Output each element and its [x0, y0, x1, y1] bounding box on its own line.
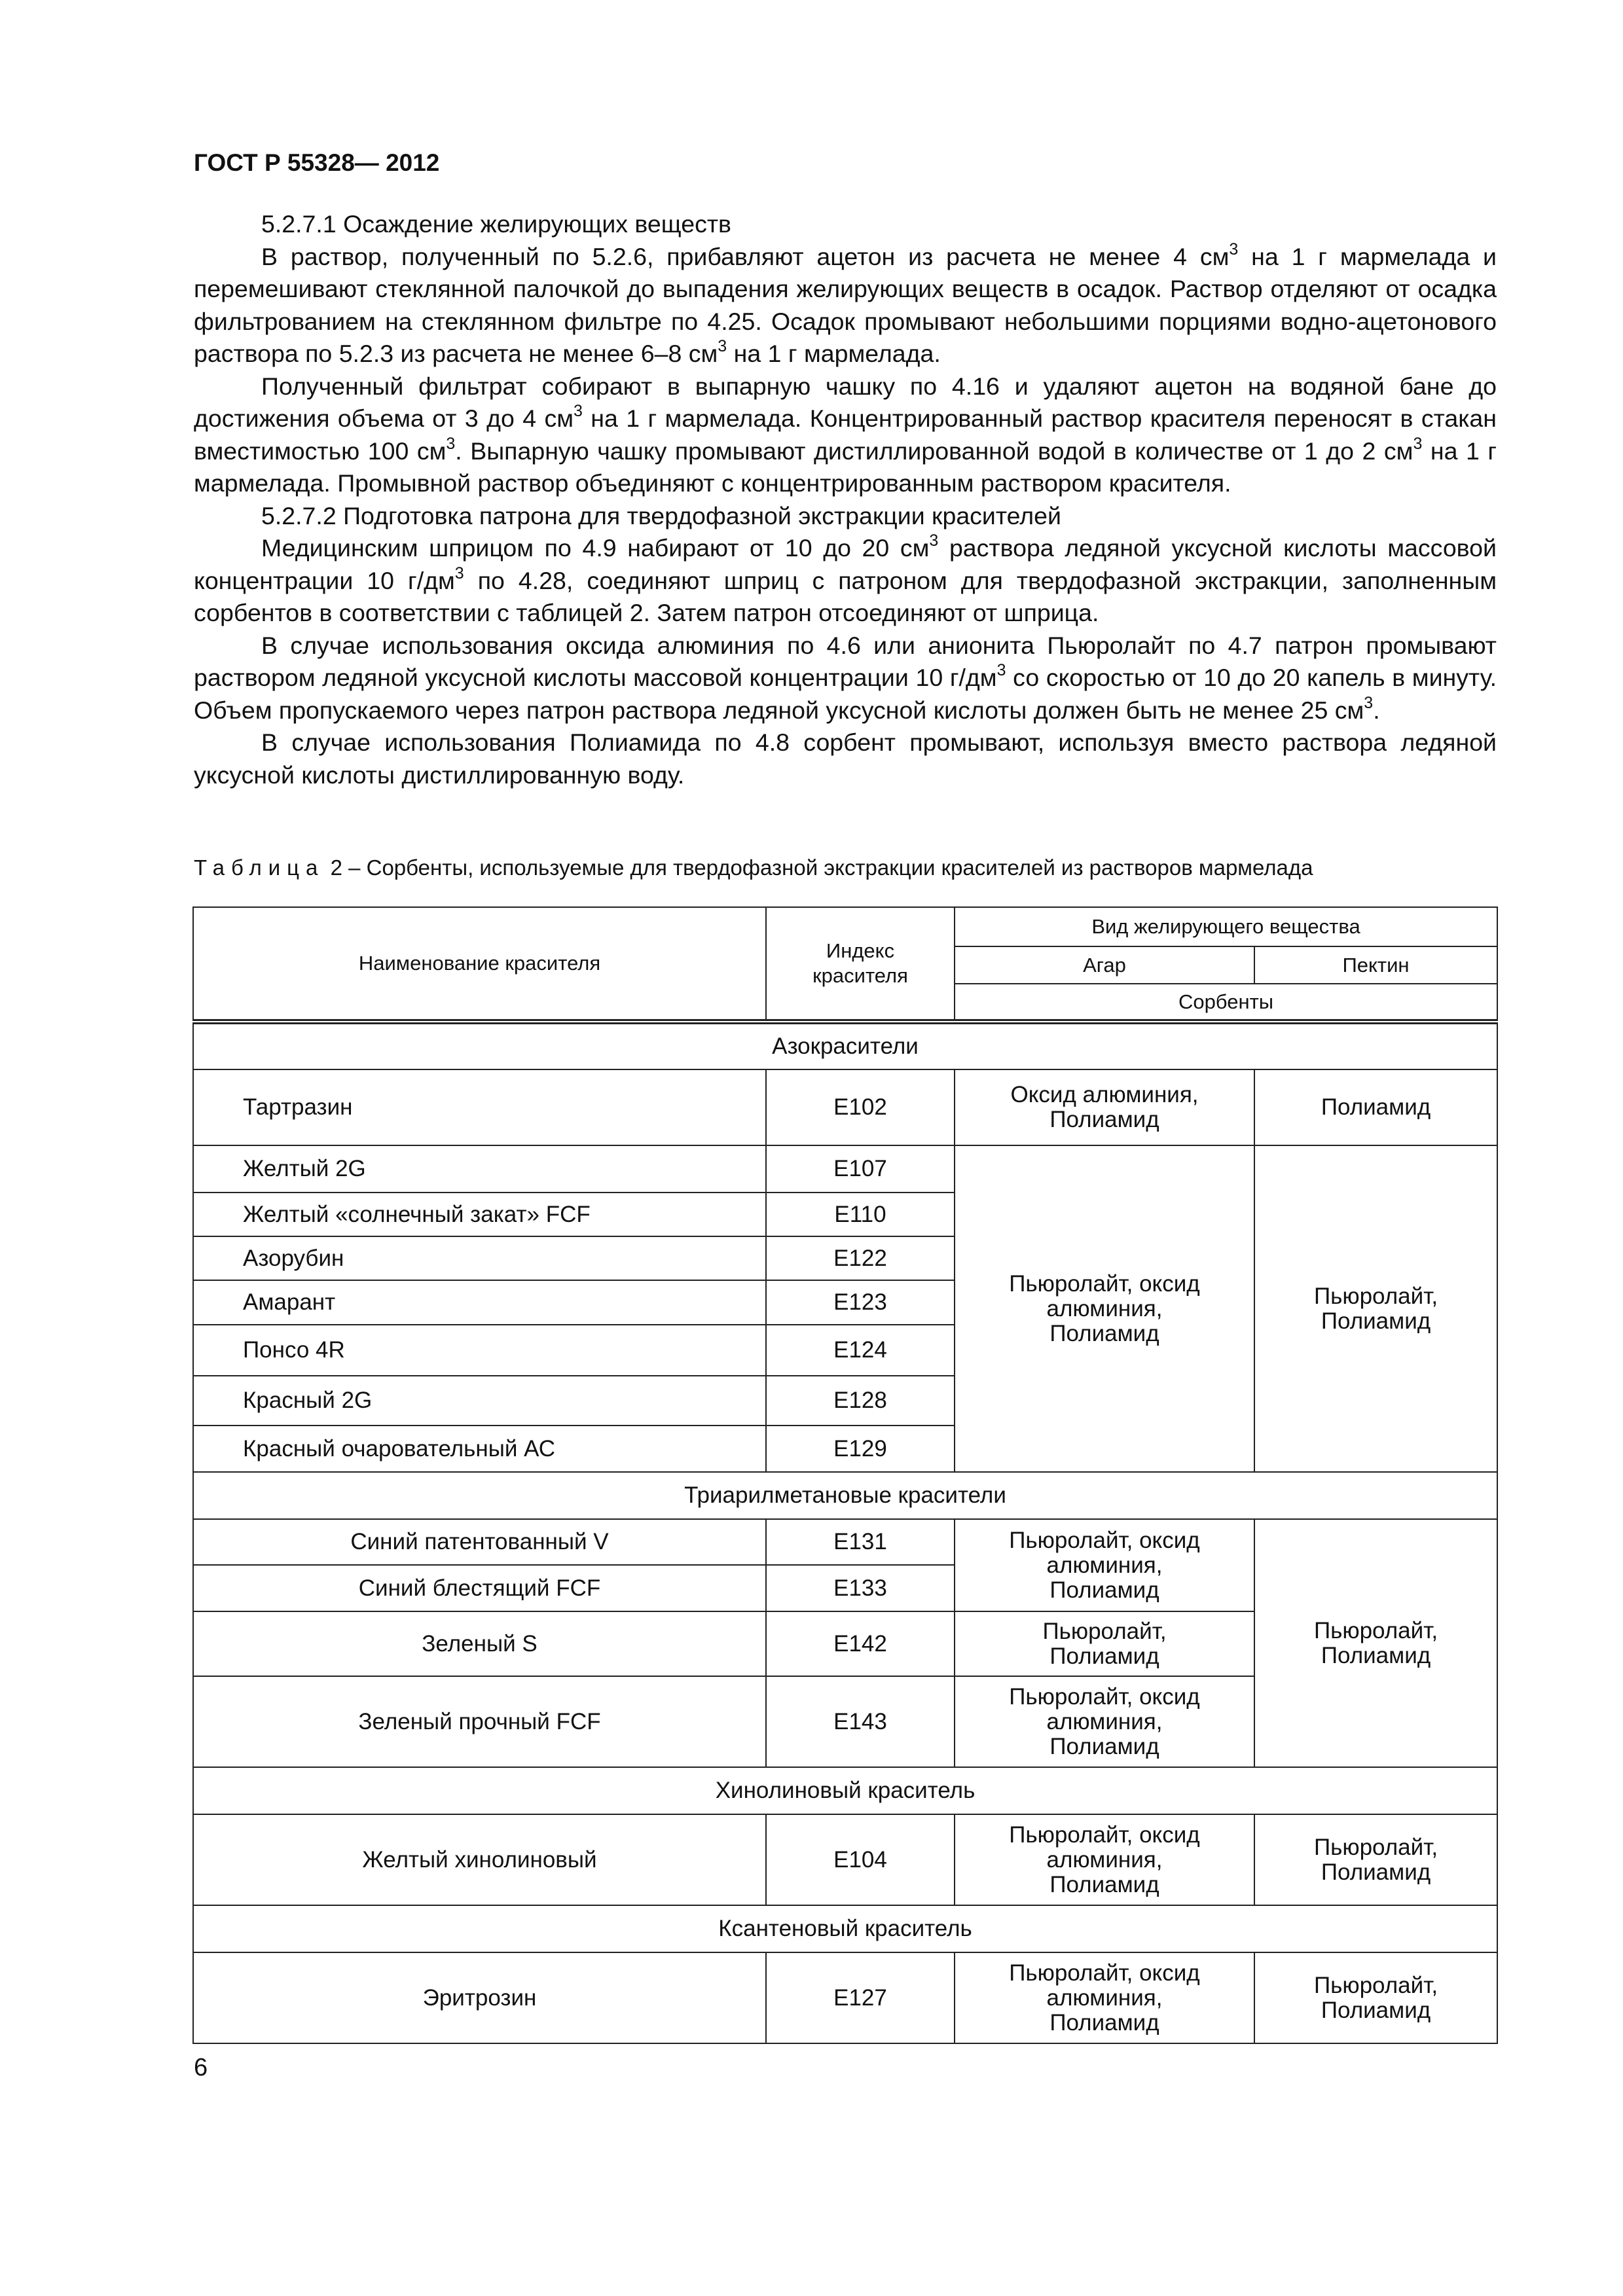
- table-row: [193, 1519, 1497, 1565]
- dye-name-cell: Красный 2G: [193, 1376, 766, 1426]
- text-run: на 1 г мармелада и перемешивают стеклянной палочкой до выпадения желирующих веществ в осадок. Раствор отделяют от осадка фильтрованием на стеклянном фильтре по 4.25. Осадок промывают небольшими порциями водно-ацетонового раствора по 5.2.3 из расчета не менее 6–8 см: [194, 242, 1497, 367]
- pectin-sorbent-cell: Пьюролайт, Полиамид: [1254, 1814, 1497, 1905]
- dye-index-cell: Е133: [766, 1565, 955, 1611]
- dye-index-cell: Е124: [766, 1325, 955, 1376]
- text-run: Медицинским шприцом по 4.9 набирают от 10 до 20 см: [261, 534, 930, 562]
- paragraph: [194, 208, 1497, 241]
- dye-index-cell: Е102: [766, 1069, 955, 1145]
- dye-name-cell: Красный очаровательный АС: [193, 1426, 766, 1472]
- pectin-sorbent-cell: Полиамид: [1254, 1069, 1497, 1145]
- text-run: со скоростью от 10 до 20 капель в минуту. Объем пропускаемого через патрон раствора ледяной уксусной кислоты должен быть не менее 25 см: [194, 664, 1497, 724]
- dye-name-cell: Желтый «солнечный закат» FCF: [193, 1193, 766, 1236]
- paragraph: [194, 241, 1497, 370]
- text-run: по 4.28, соединяют шприц с патроном для твердофазной экстракции, заполненным сорбентов в соответствии с таблицей 2. Затем патрон отсоединяют от шприца.: [194, 566, 1497, 626]
- dye-name-cell: Эритрозин: [193, 1952, 766, 2043]
- table-row: [193, 1069, 1497, 1145]
- group-quinoline: Хинолиновый краситель: [193, 1767, 1497, 1814]
- agar-sorbent-cell: Пьюролайт, оксид алюминия, Полиамид: [955, 1676, 1254, 1767]
- superscript: 3: [1229, 240, 1239, 259]
- text-run: В случае использования оксида алюминия по 4.6 или анионита Пьюролайт по 4.7 патрон промывают раствором ледяной уксусной кислоты массовой концентрации 10 г/дм: [194, 631, 1497, 691]
- text-run: на 1 г мармелада.: [727, 340, 941, 367]
- agar-sorbent-cell: Оксид алюминия, Полиамид: [955, 1069, 1254, 1145]
- dye-name-cell: Желтый 2G: [193, 1145, 766, 1193]
- caption-text: – Сорбенты, используемые для твердофазной экстракции красителей из растворов мармелада: [342, 855, 1313, 880]
- dye-name-cell: Понсо 4R: [193, 1325, 766, 1376]
- dye-index-cell: Е123: [766, 1280, 955, 1325]
- sorbents-table: [192, 906, 1498, 2044]
- agar-sorbent-cell: Пьюролайт, оксид алюминия, Полиамид: [955, 1519, 1254, 1611]
- document-header: ГОСТ Р 55328— 2012: [194, 149, 440, 176]
- agar-sorbent-cell: Пьюролайт, оксид алюминия, Полиамид: [955, 1814, 1254, 1905]
- table-row: [193, 1952, 1497, 2043]
- dye-index-cell: Е142: [766, 1611, 955, 1676]
- header-pectin: Пектин: [1254, 946, 1497, 984]
- text-run: 5.2.7.1 Осаждение желирующих веществ: [261, 210, 731, 238]
- caption-number: 2: [330, 855, 342, 880]
- dye-name-cell: Тартразин: [193, 1069, 766, 1145]
- superscript: 3: [1364, 693, 1374, 712]
- dye-name-cell: Синий блестящий FCF: [193, 1565, 766, 1611]
- header-agar: Агар: [955, 946, 1254, 984]
- header-dye-index: Индекс красителя: [766, 907, 955, 1022]
- table-group-row: [193, 1905, 1497, 1952]
- agar-sorbent-cell: Пьюролайт, Полиамид: [955, 1611, 1254, 1676]
- text-run: Полученный фильтрат собирают в выпарную чашку по 4.16 и удаляют ацетон на водяной бане до достижения объема от 3 до 4 см: [194, 372, 1497, 432]
- dye-index-cell: Е143: [766, 1676, 955, 1767]
- text-run: 5.2.7.2 Подготовка патрона для твердофазной экстракции красителей: [261, 501, 1061, 529]
- paragraph: [194, 630, 1497, 727]
- page-number: 6: [194, 2054, 208, 2081]
- dye-index-cell: Е110: [766, 1193, 955, 1236]
- table-row: [193, 1145, 1497, 1193]
- table-group-row: [193, 1472, 1497, 1519]
- table-row: [193, 1814, 1497, 1905]
- agar-sorbent-cell: Пьюролайт, оксид алюминия, Полиамид: [955, 1145, 1254, 1472]
- superscript: 3: [996, 661, 1006, 679]
- header-dye-name: Наименование красителя: [193, 907, 766, 1022]
- group-xanthene: Ксантеновый краситель: [193, 1905, 1497, 1952]
- table-group-row: [193, 1022, 1497, 1069]
- superscript: 3: [454, 564, 464, 583]
- dye-name-cell: Желтый хинолиновый: [193, 1814, 766, 1905]
- dye-name-cell: Зеленый S: [193, 1611, 766, 1676]
- dye-index-cell: Е107: [766, 1145, 955, 1193]
- table-group-row: [193, 1767, 1497, 1814]
- dye-index-cell: Е129: [766, 1426, 955, 1472]
- paragraph: [194, 500, 1497, 533]
- paragraph: [194, 370, 1497, 500]
- dye-index-cell: Е131: [766, 1519, 955, 1565]
- group-triarylmethane: Триарилметановые красители: [193, 1472, 1497, 1519]
- superscript: 3: [718, 337, 727, 355]
- table-caption: [194, 855, 1503, 880]
- paragraph: [194, 532, 1497, 630]
- pectin-sorbent-cell: Пьюролайт, Полиамид: [1254, 1145, 1497, 1472]
- dye-name-cell: Азорубин: [193, 1236, 766, 1280]
- pectin-sorbent-cell: Пьюролайт, Полиамид: [1254, 1519, 1497, 1767]
- caption-word: Таблица: [194, 855, 325, 880]
- dye-name-cell: Амарант: [193, 1280, 766, 1325]
- paragraph: [194, 726, 1497, 791]
- dye-index-cell: Е128: [766, 1376, 955, 1426]
- text-run: В раствор, полученный по 5.2.6, прибавляют ацетон из расчета не менее 4 см: [261, 242, 1230, 270]
- dye-name-cell: Зеленый прочный FCF: [193, 1676, 766, 1767]
- dye-index-cell: Е127: [766, 1952, 955, 2043]
- pectin-sorbent-cell: Пьюролайт, Полиамид: [1254, 1952, 1497, 2043]
- text-run: В случае использования Полиамида по 4.8 сорбент промывают, используя вместо раствора ледяной уксусной кислоты дистиллированную воду.: [194, 728, 1497, 789]
- dye-index-cell: Е104: [766, 1814, 955, 1905]
- text-run: на 1 г мармелада. Концентрированный раствор красителя переносят в стакан вместимостью 100 см: [194, 404, 1497, 465]
- text-run: раствора ледяной уксусной кислоты массовой концентрации 10 г/дм: [194, 534, 1497, 594]
- superscript: 3: [1413, 434, 1423, 453]
- text-run: .: [1373, 696, 1380, 724]
- dye-name-cell: Синий патентованный V: [193, 1519, 766, 1565]
- text-run: . Выпарную чашку промывают дистиллированной водой в количестве от 1 до 2 см: [455, 437, 1413, 465]
- body-text: [194, 208, 1497, 791]
- superscript: 3: [446, 434, 456, 453]
- text-run: на 1 г мармелада. Промывной раствор объединяют с концентрированным раствором красителя.: [194, 437, 1497, 497]
- superscript: 3: [929, 531, 939, 550]
- agar-sorbent-cell: Пьюролайт, оксид алюминия, Полиамид: [955, 1952, 1254, 2043]
- header-sorbents: Сорбенты: [955, 984, 1497, 1022]
- header-gelling-agent: Вид желирующего вещества: [955, 907, 1497, 946]
- superscript: 3: [574, 402, 583, 420]
- dye-index-cell: Е122: [766, 1236, 955, 1280]
- group-azo: Азокрасители: [193, 1022, 1497, 1069]
